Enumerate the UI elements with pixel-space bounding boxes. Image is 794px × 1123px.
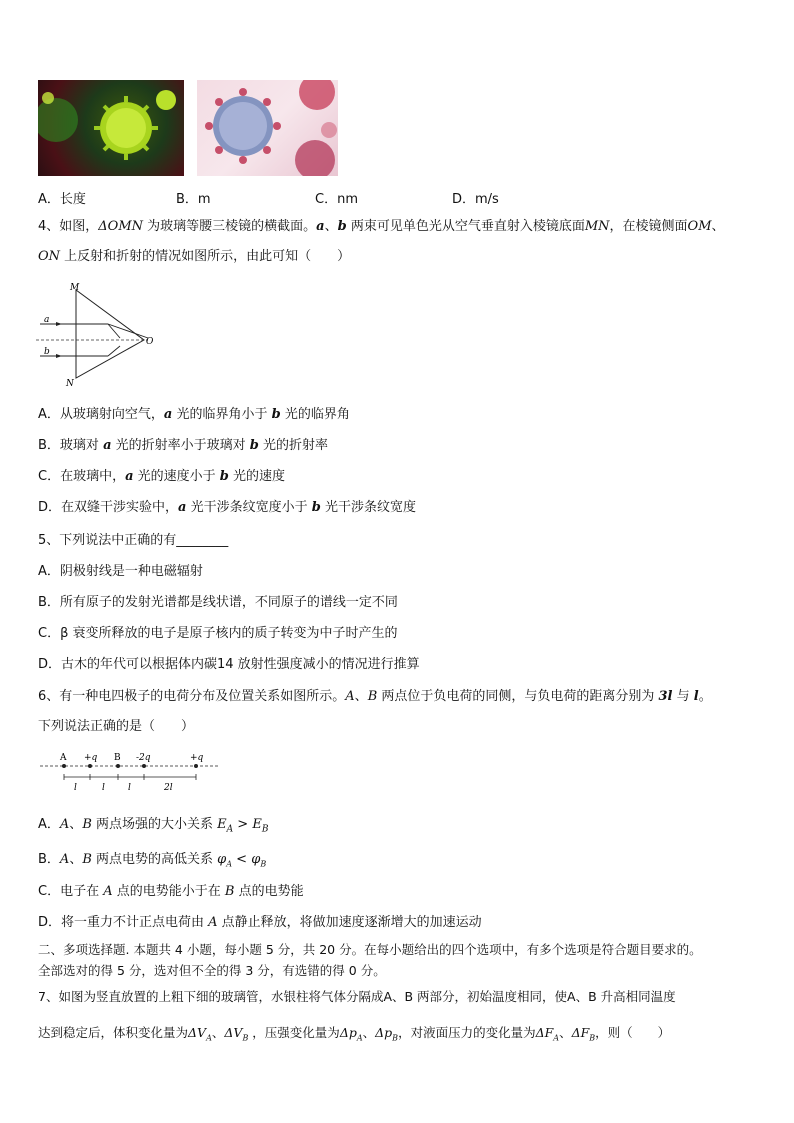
label-n: N	[66, 379, 74, 388]
point-b	[116, 764, 120, 768]
q4-stem-line2: ON 上反射和折射的情况如图所示，由此可知（ ）	[38, 249, 351, 264]
q5-option-d: D．古木的年代可以根据体内碳14 放射性强度减小的情况进行推算	[38, 657, 420, 672]
q7-stem-line2: 达到稳定后，体积变化量为$\Delta V_A$、$\Delta V_B$ ，压强变化量为$\Delta p_A$、$\Delta p_B$，对液面压力的变化量为$\Delta F_A$、$\Delta F_B$，则（ ）	[38, 1025, 671, 1043]
q5-option-c: C．β 衰变所释放的电子是原子核内的质子转变为中子时产生的	[38, 626, 398, 641]
virus-image-pink	[197, 80, 338, 176]
q4-stem-line1: 4、如图，ΔOMN 为玻璃等腰三棱镜的横截面。a、b 两束可见单色光从空气垂直射入棱镜底面MN，在棱镜侧面OM、	[38, 219, 725, 234]
charge-line-figure	[40, 748, 220, 794]
q3-option-d: D．m/s	[452, 192, 499, 207]
svg-text:2l: 2l	[164, 783, 173, 793]
label-a: a	[44, 315, 50, 325]
q3-option-b: B．m	[176, 192, 211, 207]
svg-text:B: B	[114, 753, 121, 763]
svg-text:l: l	[74, 783, 77, 793]
svg-text:-2q: -2q	[136, 753, 151, 763]
q6-option-c: C．电子在 A 点的电势能小于在 B 点的电势能	[38, 884, 304, 899]
prism-figure	[36, 280, 162, 388]
svg-text:+q: +q	[84, 753, 98, 763]
virus-pink-icon	[197, 80, 338, 176]
svg-text:l: l	[102, 783, 105, 793]
q6-option-b: B．A、B 两点电势的高低关系 $\varphi_A < \varphi_B$	[38, 852, 267, 869]
q6-option-a: A．A、B 两点场强的大小关系 $E_A > E_B$	[38, 817, 269, 835]
charge-plus-1	[88, 764, 92, 768]
virus-image-green	[38, 80, 184, 176]
label-b: b	[44, 347, 50, 357]
q4-option-d: D．在双缝干涉实验中，a 光干涉条纹宽度小于 b 光干涉条纹宽度	[38, 500, 416, 515]
q4-option-c: C．在玻璃中，a 光的速度小于 b 光的速度	[38, 469, 286, 484]
point-a	[62, 764, 66, 768]
label-o: O	[146, 337, 154, 347]
section2-heading-line1: 二、多项选择题. 本题共 4 小题，每小题 5 分，共 20 分。在每小题给出的四个选项中，有多个选项是符合题目要求的。	[38, 942, 702, 957]
q5-stem: 5、下列说法中正确的有________	[38, 533, 229, 548]
q5-option-a: A．阴极射线是一种电磁辐射	[38, 564, 203, 579]
q5-option-b: B．所有原子的发射光谱都是线状谱，不同原子的谱线一定不同	[38, 595, 398, 610]
q6-option-d: D．将一重力不计正点电荷由 A 点静止释放，将做加速度逐渐增大的加速运动	[38, 915, 482, 930]
q4-option-b: B．玻璃对 a 光的折射率小于玻璃对 b 光的折射率	[38, 438, 328, 453]
svg-text:l: l	[128, 783, 131, 793]
label-m: M	[70, 283, 80, 293]
q7-stem-line1: 7、如图为竖直放置的上粗下细的玻璃管，水银柱将气体分隔成A、B 两部分，初始温度相同，使A、B 升高相同温度	[38, 989, 676, 1004]
svg-text:A: A	[60, 753, 67, 763]
charge-minus	[142, 764, 146, 768]
svg-text:+q: +q	[190, 753, 204, 763]
q6-stem-line1: 6、有一种电四极子的电荷分布及位置关系如图所示。A、B 两点位于负电荷的同侧，与负电荷的距离分别为 3l 与 l。	[38, 689, 712, 704]
section2-heading-line2: 全部选对的得 5 分，选对但不全的得 3 分，有选错的得 0 分。	[38, 963, 386, 978]
charge-plus-2	[194, 764, 198, 768]
q6-stem-line2: 下列说法正确的是（ ）	[38, 719, 195, 734]
q3-option-a: A．长度	[38, 192, 86, 207]
virus-green-icon	[38, 80, 184, 176]
q3-option-c: C．nm	[315, 192, 358, 207]
q4-option-a: A．从玻璃射向空气，a 光的临界角小于 b 光的临界角	[38, 407, 350, 422]
